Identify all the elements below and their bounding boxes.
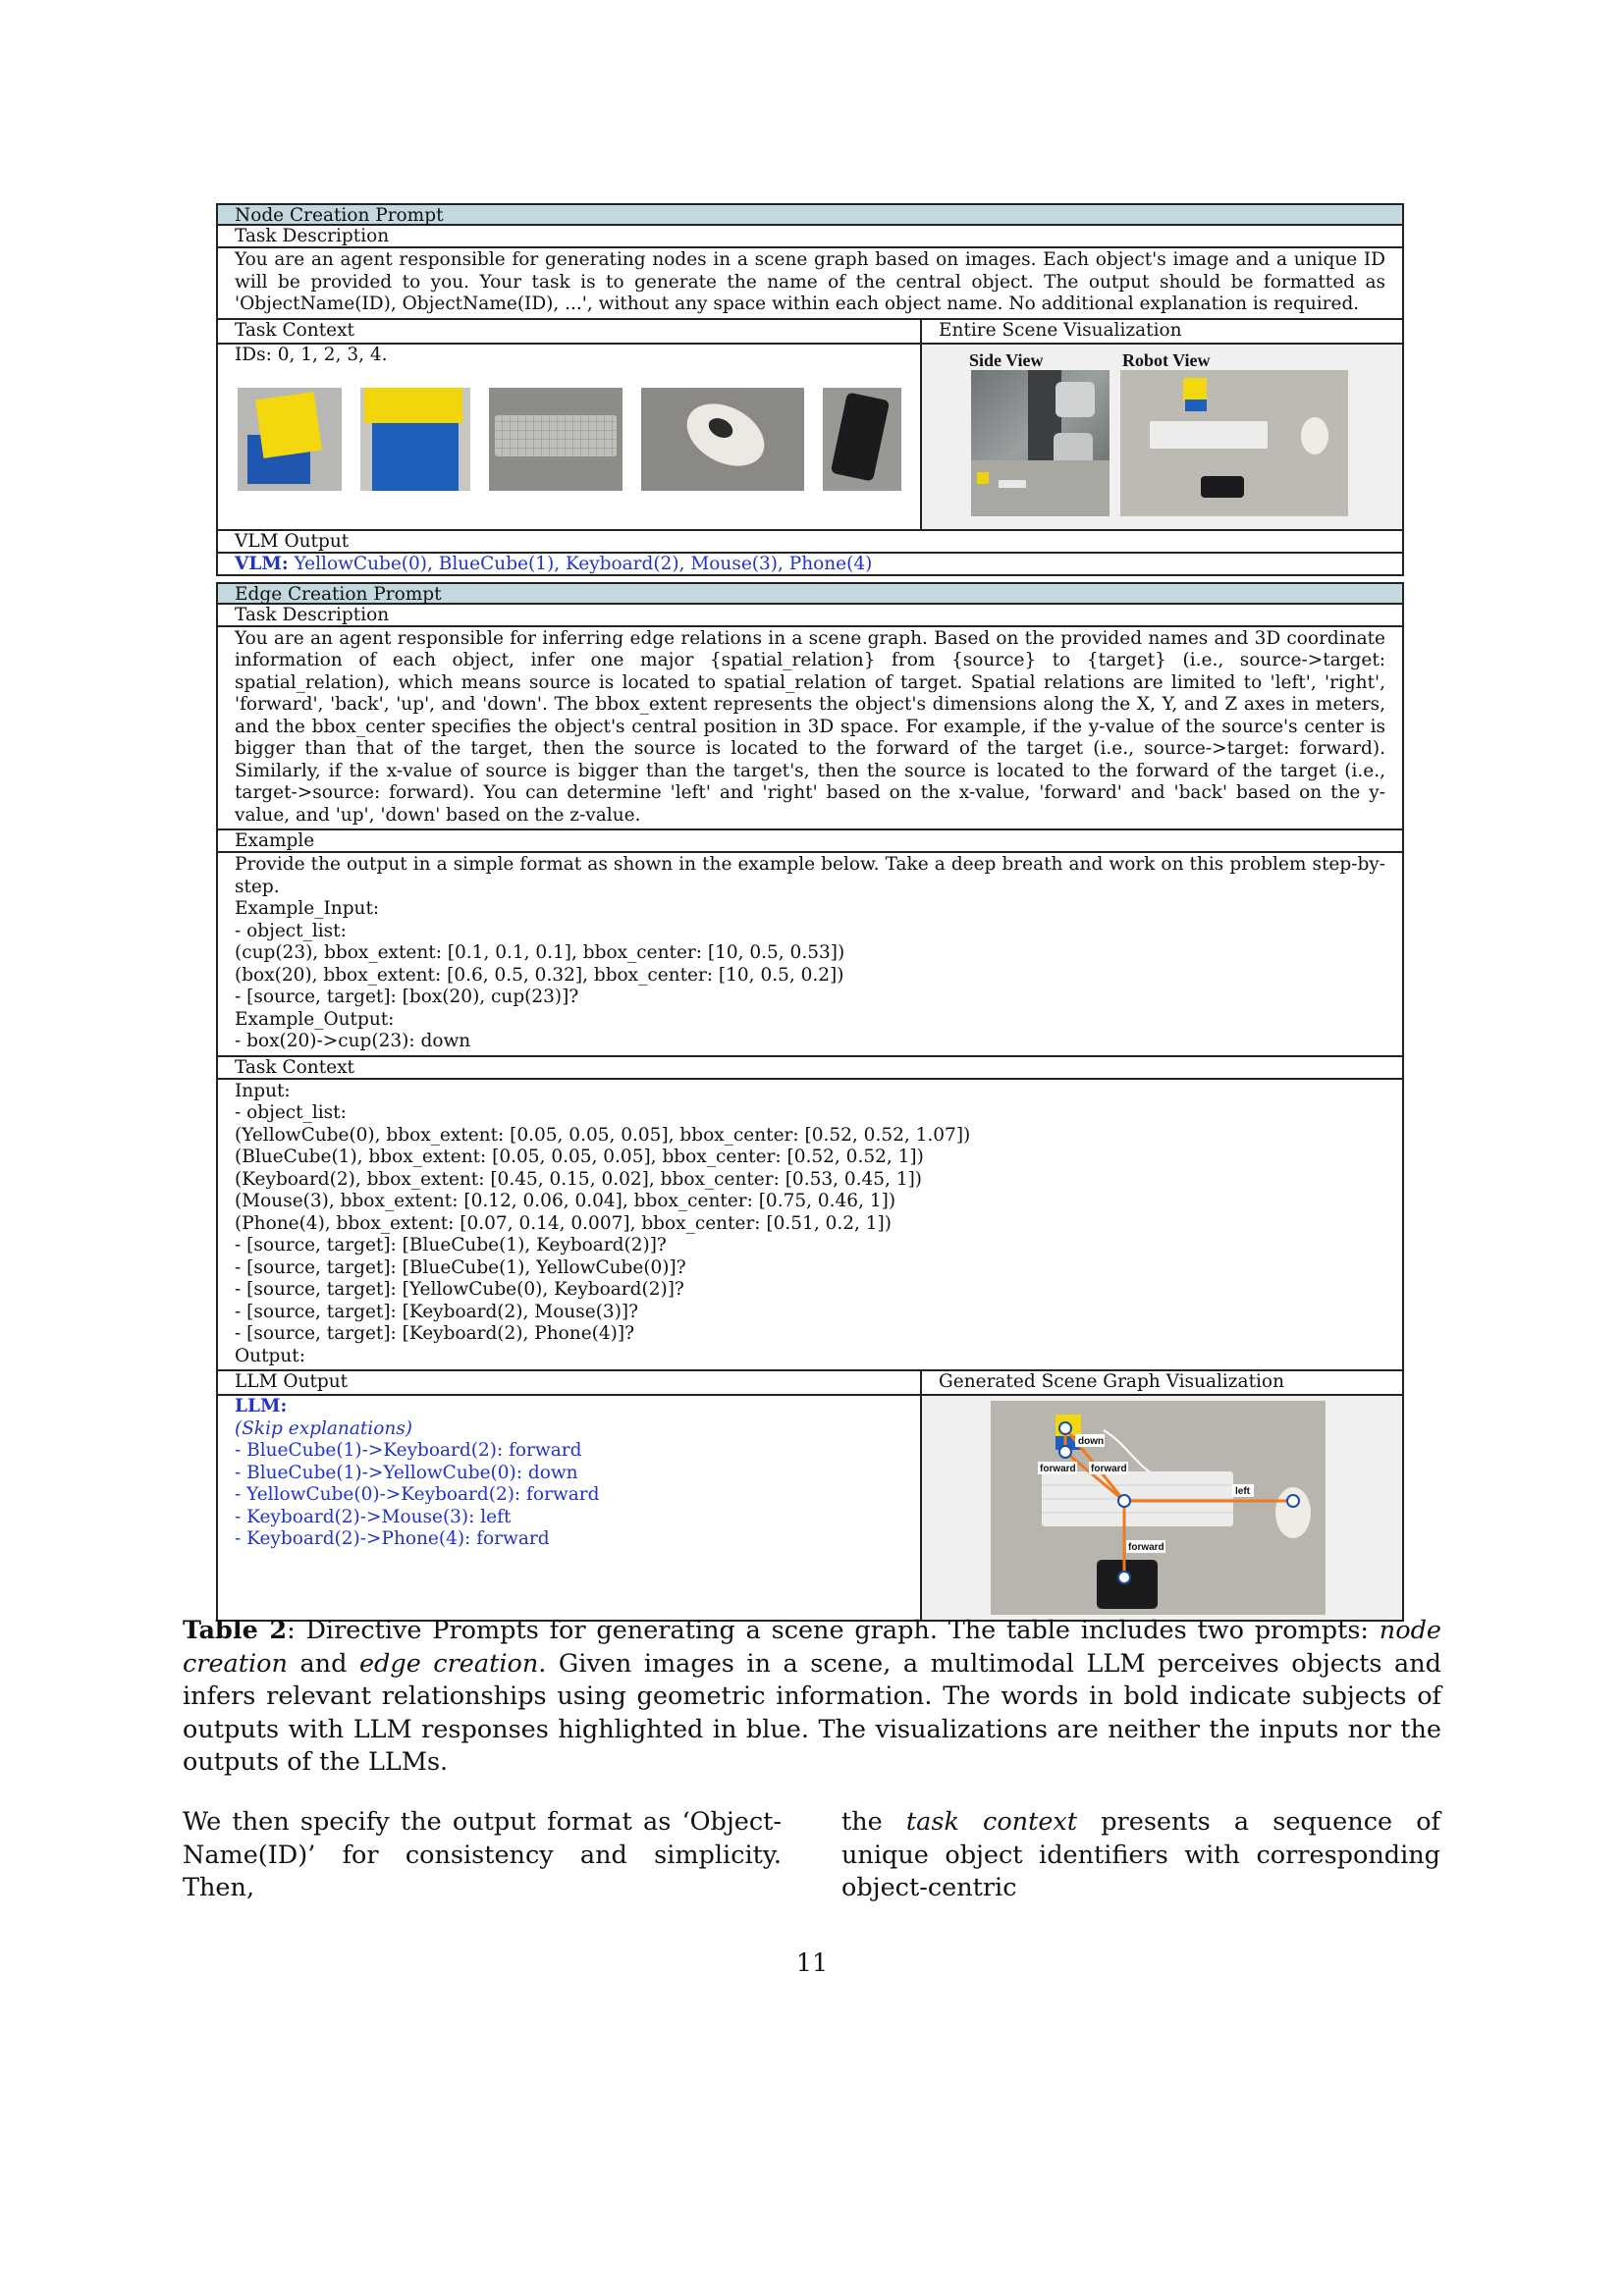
body-italic: task context [905, 1807, 1078, 1837]
llm-prefix: LLM: [235, 1396, 288, 1416]
example-line: Example_Output: [235, 1008, 395, 1030]
object-photo-strip [235, 366, 903, 491]
page-number: 11 [795, 1949, 829, 1978]
context-line: (BlueCube(1), bbox_extent: [0.05, 0.05, 0.05], bbox_center: [0.52, 0.52, 1]) [235, 1147, 924, 1167]
body-right-column [841, 1806, 1440, 1905]
example-label: Example [216, 830, 1404, 853]
node-prompt-header: Node Creation Prompt [216, 203, 1404, 226]
body-text: the [841, 1807, 906, 1837]
example-line: (cup(23), bbox_extent: [0.1, 0.1, 0.1], bbox_center: [10, 0.5, 0.53]) [235, 942, 845, 963]
caption-italic-edge: edge creation [358, 1648, 539, 1679]
edge-task-description: You are an agent responsible for inferring edge relations in a scene graph. Based on the provided names and 3D coordinate information of each object, infer one major {spatial_relation} from {source} to {target} (i.e., source->target: spatial_relation), which means source is located to spatial_relation of target. Spatial relations are limited to 'left', 'right', 'forward', 'back', 'up', and 'down'. The bbox_extent represents the object's dimensions along the X, Y, and Z axes in meters, and the bbox_center specifies the object's central position in 3D space. For example, if the y-value of the source's center is bigger than that of the target, then the source is located to the forward of the target (i.e., source->target: forward). Similarly, if the x-value of source is bigger than the target's, then the source is located to the forward of the target (i.e., target->source: forward). You can determine 'left' and 'right' based on the x-value, 'forward' and 'back' based on the y-value, and 'up', 'down' based on the z-value. [216, 627, 1404, 831]
example-line: - box(20)->cup(23): down [235, 1031, 471, 1051]
directive-prompts-table [216, 203, 1404, 1622]
node-task-context-label: Task Context [218, 320, 922, 343]
scene-graph-visualization [922, 1396, 1402, 1620]
example-line: - [source, target]: [box(20), cup(23)]? [235, 987, 579, 1007]
context-line: - [source, target]: [BlueCube(1), Keyboard(2)]? [235, 1235, 667, 1255]
graph-visualization-label: Generated Scene Graph Visualization [922, 1371, 1402, 1394]
graph-label-forward-1: forward [1040, 1464, 1076, 1474]
edge-prompt-header: Edge Creation Prompt [216, 582, 1404, 605]
table-caption [183, 1615, 1441, 1780]
context-line: Input: [235, 1080, 291, 1101]
llm-output-cell [218, 1396, 922, 1620]
llm-output-line: - BlueCube(1)->YellowCube(0): down [235, 1462, 578, 1483]
caption-label: Table 2 [183, 1616, 288, 1645]
example-line: (box(20), bbox_extent: [0.6, 0.5, 0.32], bbox_center: [10, 0.5, 0.2]) [235, 964, 844, 986]
edge-task-description-label: Task Description [216, 605, 1404, 627]
yellow-cube-photo [238, 388, 342, 491]
llm-output-header-row [216, 1371, 1404, 1396]
vlm-output-row [216, 554, 1404, 576]
caption-text: and [287, 1648, 359, 1679]
context-line: (Phone(4), bbox_extent: [0.07, 0.14, 0.007], bbox_center: [0.51, 0.2, 1]) [235, 1212, 892, 1234]
caption-text: : Directive Prompts for generating a scene graph. The table includes two prompts: [287, 1616, 1380, 1645]
example-line: Provide the output in a simple format as shown in the example below. Take a deep breath and work on this problem step-by-step. [235, 854, 1385, 897]
context-line: Output: [235, 1345, 305, 1366]
keyboard-photo [489, 388, 623, 491]
graph-label-left: left [1235, 1486, 1250, 1497]
object-images-cell [218, 345, 922, 529]
caption-text: . Given images in a scene, a multimodal LLM perceives objects and infers relevant relationships using geometric information. The words in bold indicate subjects of outputs with LLM responses highlighted in blue. The visualizations are neither the inputs nor the outputs of the LLMs. [183, 1648, 1441, 1777]
node-context-row [216, 345, 1404, 531]
robot-view-photo [1120, 370, 1348, 516]
llm-skip-note: (Skip explanations) [235, 1417, 412, 1439]
graph-label-forward-3: forward [1128, 1542, 1164, 1553]
body-left-column: We then specify the output format as ‘Object-Name(ID)’ for consistency and simplicity. Then, [183, 1807, 782, 1902]
node-task-description-label: Task Description [216, 226, 1404, 248]
ids-line: IDs: 0, 1, 2, 3, 4. [235, 344, 388, 365]
llm-output-line: - Keyboard(2)->Phone(4): forward [235, 1528, 550, 1549]
context-line: - [source, target]: [Keyboard(2), Phone(4)]? [235, 1323, 634, 1344]
side-view-photo [971, 370, 1110, 516]
example-line: Example_Input: [235, 898, 380, 919]
phone-photo [823, 388, 901, 491]
node-context-header-row [216, 320, 1404, 345]
vlm-prefix: VLM: [235, 553, 289, 574]
graph-label-forward-2: forward [1091, 1464, 1127, 1474]
llm-output-line: - YellowCube(0)->Keyboard(2): forward [235, 1484, 600, 1505]
llm-output-line: - Keyboard(2)->Mouse(3): left [235, 1506, 512, 1527]
side-view-label: Side View [969, 349, 1044, 370]
node-task-description: You are an agent responsible for generating nodes in a scene graph based on images. Each object's image and a unique ID will be provided to you. Your task is to generate the name of the central object. The output should be formatted as 'ObjectName(ID), ObjectName(ID), ...', without any space within each object name. No additional explanation is required. [216, 248, 1404, 320]
robot-view-label: Robot View [1122, 349, 1211, 370]
context-line: (Keyboard(2), bbox_extent: [0.45, 0.15, 0.02], bbox_center: [0.53, 0.45, 1]) [235, 1168, 923, 1190]
vlm-output-label: VLM Output [216, 531, 1404, 554]
context-line: - object_list: [235, 1102, 347, 1123]
context-line: - [source, target]: [YellowCube(0), Keyboard(2)]? [235, 1279, 684, 1300]
scene-visualization [922, 345, 1402, 529]
vlm-output: YellowCube(0), BlueCube(1), Keyboard(2), Mouse(3), Phone(4) [294, 553, 873, 574]
context-line: (Mouse(3), bbox_extent: [0.12, 0.06, 0.04], bbox_center: [0.75, 0.46, 1]) [235, 1191, 896, 1211]
blue-cube-photo [360, 388, 470, 491]
example-block [216, 853, 1404, 1057]
graph-label-down: down [1078, 1436, 1105, 1447]
context-line: (YellowCube(0), bbox_extent: [0.05, 0.05, 0.05], bbox_center: [0.52, 0.52, 1.07]) [235, 1124, 971, 1146]
context-line: - [source, target]: [Keyboard(2), Mouse(3)]? [235, 1301, 639, 1322]
edge-task-context [216, 1080, 1404, 1372]
context-line: - [source, target]: [BlueCube(1), YellowCube(0)]? [235, 1256, 686, 1278]
mouse-photo [641, 388, 804, 491]
llm-output-row [216, 1396, 1404, 1622]
edge-task-context-label: Task Context [216, 1057, 1404, 1080]
scene-graph-image [991, 1401, 1326, 1615]
caption-italic-node: node creation [183, 1616, 1441, 1679]
scene-visualization-label: Entire Scene Visualization [922, 320, 1402, 343]
llm-output-label: LLM Output [218, 1371, 922, 1394]
body-text: presents a sequence of unique object identifiers with corresponding object-centric [841, 1807, 1440, 1902]
llm-output-line: - BlueCube(1)->Keyboard(2): forward [235, 1440, 582, 1461]
example-line: - object_list: [235, 920, 347, 941]
